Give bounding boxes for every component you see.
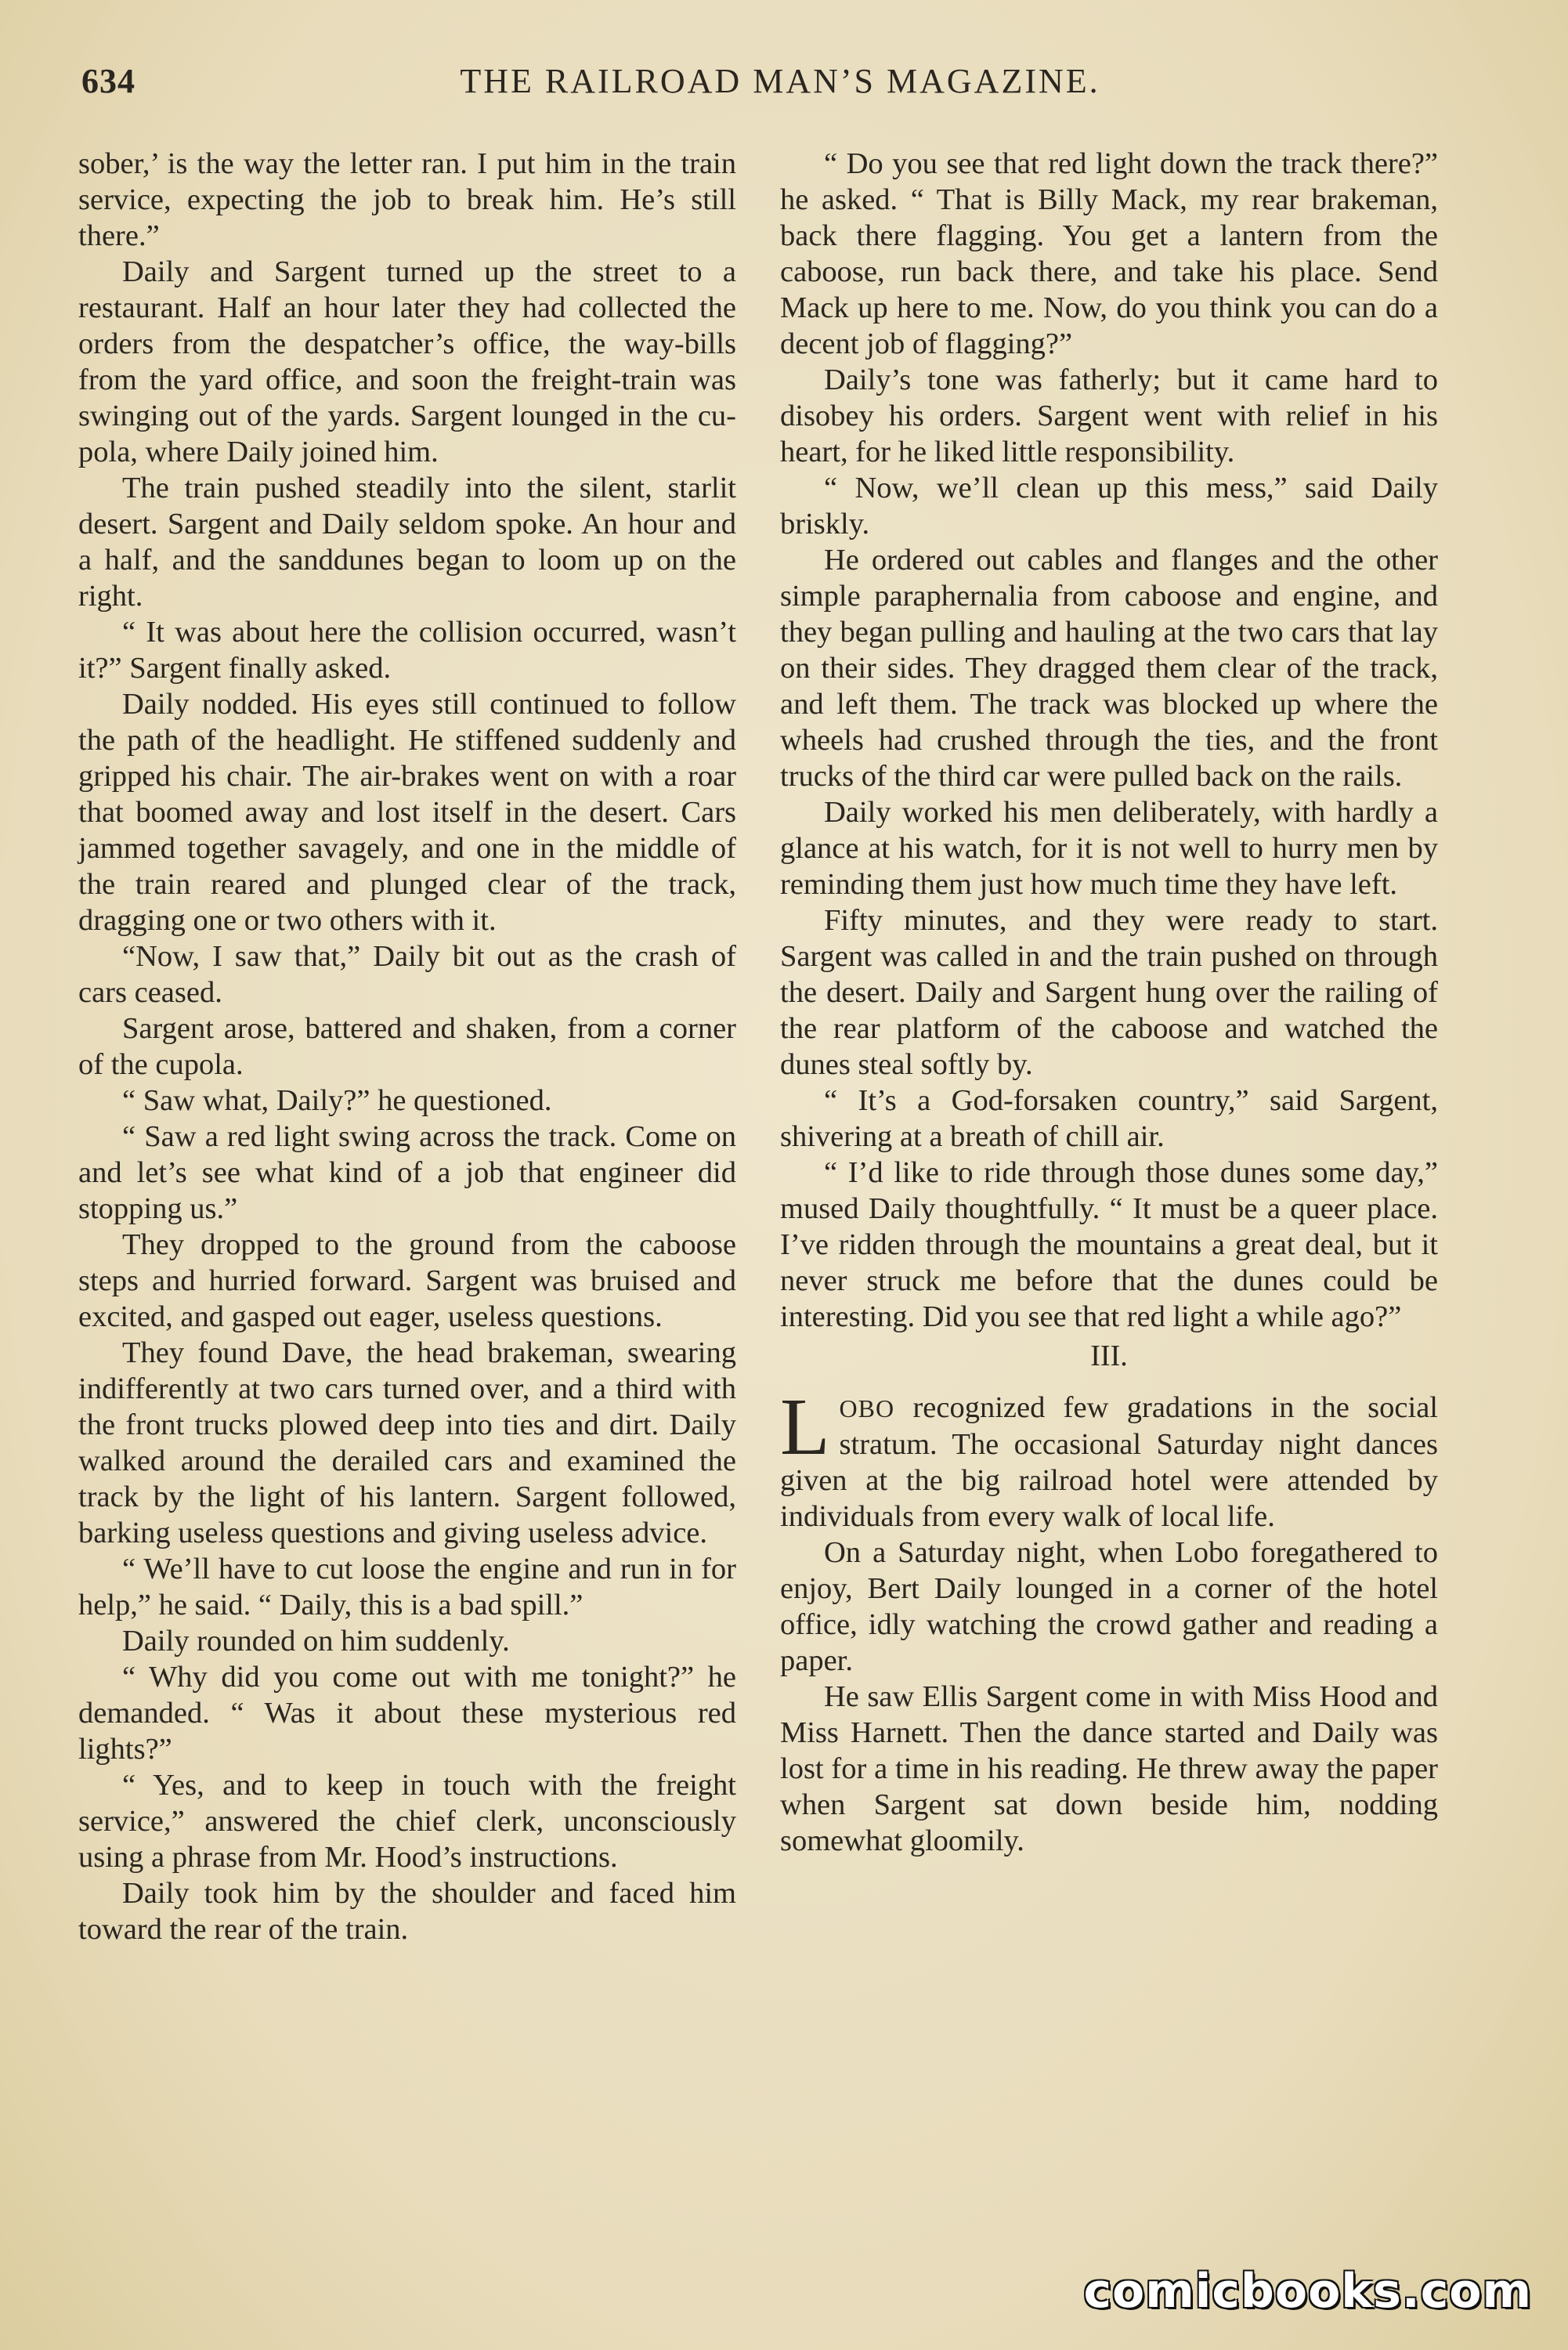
paragraph: “ Saw a red light swing across the track. Come on and let’s see what kind of a job that engineer did stopping us.”	[78, 1120, 736, 1225]
paragraph: Daily and Sargent turned up the street to a restaurant. Half an hour later they had collected the orders from the despatcher’s office, the way-bills from the yard office, and soon the freight-train was swinging out of the yards. Sargent lounged in the cupola, where Daily joined him.	[78, 255, 736, 468]
paragraph: He ordered out cables and flanges and the other simple paraphernalia from caboose and engine, and they began pulling and hauling at the two cars that lay on their sides. They dragged them clear of the track, and left them. The track was blocked up where the wheels had crushed through the ties, and the front trucks of the third car were pulled back on the rails.	[780, 544, 1438, 793]
paragraph: “ Now, we’ll clean up this mess,” said Daily briskly.	[780, 472, 1438, 540]
paragraph: “ Saw what, Daily?” he questioned.	[122, 1084, 552, 1117]
paragraph: Sargent arose, battered and shaken, from a corner of the cupola.	[78, 1012, 736, 1081]
paragraph: “ Why did you come out with me tonight?” he demanded. “ Was it about these mysterious red lights?”	[78, 1661, 736, 1766]
paragraph: Fifty minutes, and they were ready to start. Sargent was called in and the train pushed on through the desert. Daily and Sargent hung over the railing of the rear platform of the caboose and watched the dunes steal softly by.	[780, 904, 1438, 1081]
right-text-column	[780, 146, 1438, 1859]
paragraph: Daily took him by the shoulder and faced him toward the rear of the train.	[78, 1877, 736, 1946]
paragraph: “Now, I saw that,” Daily bit out as the crash of cars ceased.	[78, 940, 736, 1009]
paragraph: “ Do you see that red light down the track there?” he asked. “ That is Billy Mack, my rear brakeman, back there flagging. You get a lantern from the caboose, run back there, and take his place. Send Mack up here to me. Now, do you think you can do a decent job of flagging?”	[780, 147, 1438, 360]
paragraph: “ It’s a God-forsaken country,” said Sargent, shivering at a breath of chill air.	[780, 1084, 1438, 1153]
site-watermark-logo: comicbooks.com	[1083, 2264, 1532, 2319]
paragraph: Daily rounded on him suddenly.	[122, 1625, 510, 1658]
small-caps-word: OBO	[839, 1394, 895, 1423]
paragraph: They found Dave, the head brakeman, swearing indifferently at two cars turned over, and a third with the front trucks plowed deep into ties and dirt. Daily walked around the derailed cars and examined the track by the light of his lantern. Sargent followed, barking useless questions and giving useless advice.	[78, 1336, 736, 1549]
paragraph: The train pushed steadily into the silent, starlit desert. Sargent and Daily seldom spoke. An hour and a half, and the sanddunes began to loom up on the right.	[78, 472, 736, 613]
paragraph: They dropped to the ground from the caboose steps and hurried forward. Sargent was bruised and excited, and gasped out eager, useless questions.	[78, 1228, 736, 1333]
page-header	[75, 61, 1485, 116]
section-opening-paragraph	[780, 1382, 1438, 1535]
paragraph: “ It was about here the collision occurred, wasn’t it?” Sargent finally asked.	[78, 616, 736, 685]
paragraph: On a Saturday night, when Lobo foregathered to enjoy, Bert Daily lounged in a corner of the hotel office, idly watching the crowd gather and reading a paper.	[780, 1536, 1438, 1677]
magazine-title: THE RAILROAD MAN’S MAGAZINE.	[460, 62, 1100, 100]
paragraph: “ Yes, and to keep in touch with the freight service,” answered the chief clerk, unconsciously using a phrase from Mr. Hood’s instructions.	[78, 1769, 736, 1874]
paragraph: “ We’ll have to cut loose the engine and run in for help,” he said. “ Daily, this is a bad spill.”	[78, 1553, 736, 1622]
page-number: 634	[81, 62, 135, 100]
section-heading: III.	[1090, 1340, 1128, 1372]
paragraph: Daily worked his men deliberately, with hardly a glance at his watch, for it is not well to hurry men by reminding them just how much time they have left.	[780, 796, 1438, 901]
paragraph: He saw Ellis Sargent come in with Miss Hood and Miss Harnett. Then the dance started and Daily was lost for a time in his reading. He threw away the paper when Sargent sat down beside him, nodding somewhat gloomily.	[780, 1680, 1438, 1857]
left-text-column	[78, 146, 736, 1947]
drop-cap-letter: L	[780, 1382, 830, 1472]
paragraph: Daily nodded. His eyes still continued to follow the path of the headlight. He stiffened suddenly and gripped his chair. The air-brakes went on with a roar that boomed away and lost itself in the desert. Cars jammed together savagely, and one in the middle of the train reared and plunged clear of the track, dragging one or two others with it.	[78, 688, 736, 937]
opening-text: recognized few gradations in the social stratum. The occasional Saturday night dances given at the big railroad hotel were attended by individuals from every walk of local life.	[780, 1391, 1438, 1533]
paragraph: sober,’ is the way the letter ran. I put him in the train service, expecting the job to break him. He’s still there.”	[78, 147, 736, 252]
paragraph: “ I’d like to ride through those dunes some day,” mused Daily thoughtfully. “ It must be a queer place. I’ve ridden through the mountains a great deal, but it never struck me before that the dunes could be interesting. Did you see that red light a while ago?”	[780, 1156, 1438, 1333]
paragraph: Daily’s tone was fatherly; but it came hard to disobey his orders. Sargent went with relief in his heart, for he liked little responsibility.	[780, 363, 1438, 468]
